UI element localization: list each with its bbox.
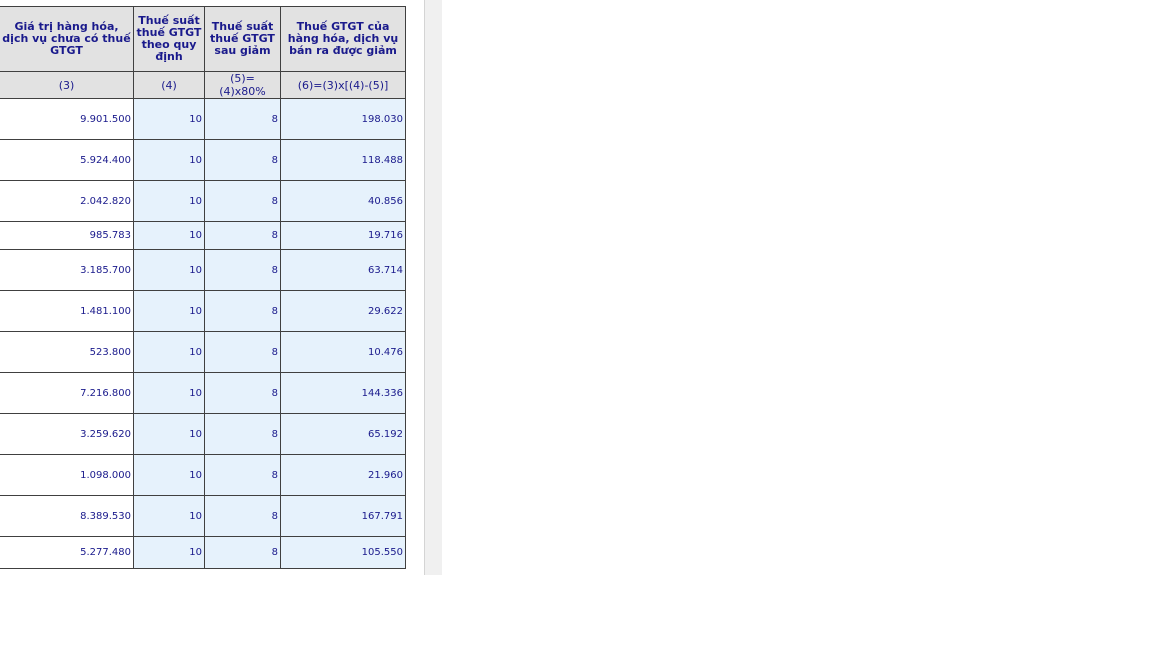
value-cell: 2.042.820 (0, 181, 134, 222)
table-row (0, 496, 406, 537)
reduced-vat-cell[interactable]: 21.960 (281, 455, 406, 496)
reduced-vat-cell[interactable]: 198.030 (281, 99, 406, 140)
header-row (0, 7, 406, 72)
value-cell: 1.098.000 (0, 455, 134, 496)
table-row (0, 250, 406, 291)
value-cell: 3.259.620 (0, 414, 134, 455)
header-vat-reduced-amount: Thuế GTGT của hàng hóa, dịch vụ bán ra được giảm (281, 7, 406, 72)
table-row (0, 373, 406, 414)
value-cell: 985.783 (0, 222, 134, 250)
reduced-rate-cell[interactable]: 8 (205, 537, 281, 569)
value-cell: 7.216.800 (0, 373, 134, 414)
header-standard-vat-rate: Thuế suất thuế GTGT theo quy định (134, 7, 205, 72)
reduced-vat-cell[interactable]: 10.476 (281, 332, 406, 373)
reduced-rate-cell[interactable]: 8 (205, 373, 281, 414)
reduced-rate-cell[interactable]: 8 (205, 250, 281, 291)
reduced-rate-cell[interactable]: 8 (205, 222, 281, 250)
reduced-vat-cell[interactable]: 65.192 (281, 414, 406, 455)
standard-rate-cell[interactable]: 10 (134, 181, 205, 222)
vat-table-panel (0, 0, 424, 575)
table-row (0, 455, 406, 496)
reduced-vat-cell[interactable]: 29.622 (281, 291, 406, 332)
reduced-vat-cell[interactable]: 105.550 (281, 537, 406, 569)
value-cell: 8.389.530 (0, 496, 134, 537)
table-row (0, 222, 406, 250)
value-cell: 5.924.400 (0, 140, 134, 181)
table-row (0, 181, 406, 222)
standard-rate-cell[interactable]: 10 (134, 332, 205, 373)
vat-reduction-table (0, 6, 406, 569)
header-reduced-vat-rate: Thuế suất thuế GTGT sau giảm (205, 7, 281, 72)
reduced-rate-cell[interactable]: 8 (205, 414, 281, 455)
reduced-rate-cell[interactable]: 8 (205, 291, 281, 332)
value-cell: 1.481.100 (0, 291, 134, 332)
table-row (0, 99, 406, 140)
formula-cell: (4) (134, 72, 205, 99)
formula-row (0, 72, 406, 99)
table-row (0, 537, 406, 569)
reduced-rate-cell[interactable]: 8 (205, 496, 281, 537)
reduced-rate-cell[interactable]: 8 (205, 99, 281, 140)
formula-cell: (3) (0, 72, 134, 99)
table-row (0, 140, 406, 181)
value-cell: 5.277.480 (0, 537, 134, 569)
reduced-vat-cell[interactable]: 118.488 (281, 140, 406, 181)
reduced-rate-cell[interactable]: 8 (205, 181, 281, 222)
table-row (0, 332, 406, 373)
formula-cell: (5)=(4)x80% (205, 72, 281, 99)
standard-rate-cell[interactable]: 10 (134, 250, 205, 291)
reduced-rate-cell[interactable]: 8 (205, 332, 281, 373)
formula-cell: (6)=(3)x[(4)-(5)] (281, 72, 406, 99)
value-cell: 9.901.500 (0, 99, 134, 140)
reduced-rate-cell[interactable]: 8 (205, 140, 281, 181)
reduced-rate-cell[interactable]: 8 (205, 455, 281, 496)
table-body (0, 99, 406, 569)
standard-rate-cell[interactable]: 10 (134, 373, 205, 414)
standard-rate-cell[interactable]: 10 (134, 99, 205, 140)
reduced-vat-cell[interactable]: 40.856 (281, 181, 406, 222)
standard-rate-cell[interactable]: 10 (134, 414, 205, 455)
vertical-scrollbar[interactable] (424, 0, 442, 575)
reduced-vat-cell[interactable]: 63.714 (281, 250, 406, 291)
standard-rate-cell[interactable]: 10 (134, 222, 205, 250)
standard-rate-cell[interactable]: 10 (134, 496, 205, 537)
table-row (0, 291, 406, 332)
standard-rate-cell[interactable]: 10 (134, 455, 205, 496)
standard-rate-cell[interactable]: 10 (134, 291, 205, 332)
value-cell: 523.800 (0, 332, 134, 373)
header-value-before-vat: Giá trị hàng hóa, dịch vụ chưa có thuế GTGT (0, 7, 134, 72)
reduced-vat-cell[interactable]: 144.336 (281, 373, 406, 414)
standard-rate-cell[interactable]: 10 (134, 140, 205, 181)
table-row (0, 414, 406, 455)
value-cell: 3.185.700 (0, 250, 134, 291)
standard-rate-cell[interactable]: 10 (134, 537, 205, 569)
reduced-vat-cell[interactable]: 167.791 (281, 496, 406, 537)
reduced-vat-cell[interactable]: 19.716 (281, 222, 406, 250)
